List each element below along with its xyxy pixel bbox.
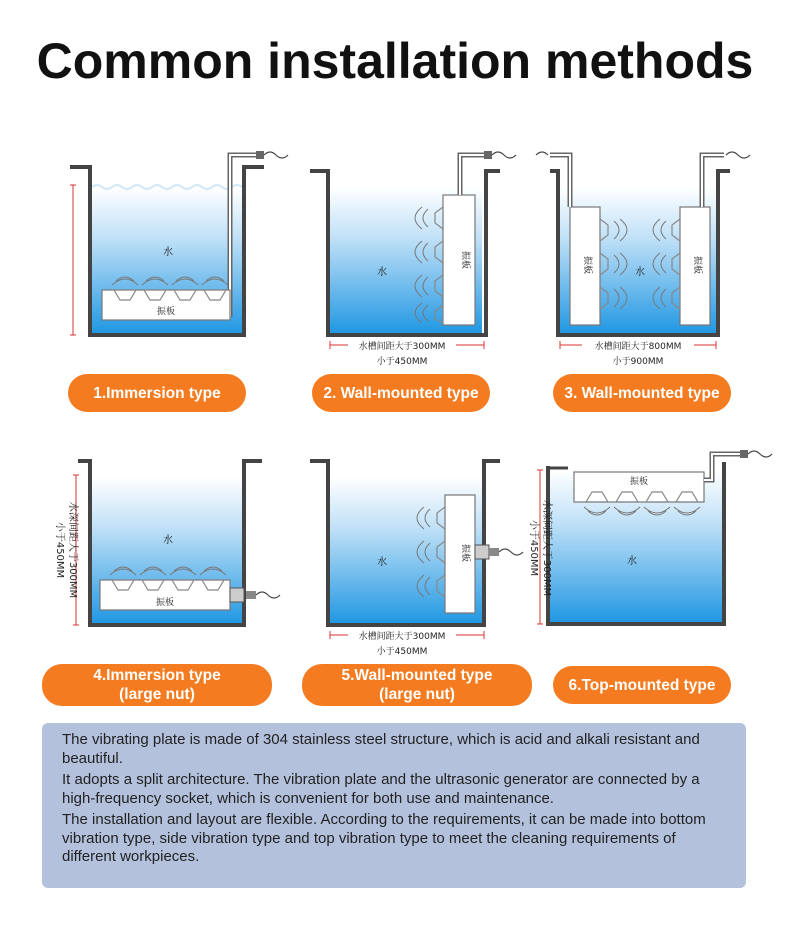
diagram-immersion-large-nut [50,445,300,635]
depth-label: 小于450MM [54,521,65,579]
limit-label: 小于450MM [376,647,428,657]
diagram-wall-mounted-large-nut [300,445,530,660]
plate-label: 振板 [692,255,702,275]
cable-icon [256,592,280,598]
type-badge-wall-mounted-large-nut [302,664,532,706]
connector-icon [484,151,492,159]
plate-label: 振板 [155,598,175,608]
cable-icon [492,152,516,158]
water-label: 水 [377,267,387,278]
type-label: 2. Wall-mounted type [323,384,479,402]
gap-label: 水槽间距大于300MM [358,632,446,642]
gap-label: 水槽间距大于300MM [358,342,446,352]
water-label: 水 [635,267,645,278]
gap-label: 水槽间距大于800MM [594,342,682,352]
water-label: 水 [163,247,173,258]
description-line: The vibrating plate is made of 304 stainless steel structure, which is acid and alkali resistant and beautiful. [62,731,700,767]
connector-icon [256,151,264,159]
type-label: 1.Immersion type [93,384,221,402]
type-label: 5.Wall-mounted type [341,667,493,684]
water-label: 水 [163,535,173,546]
cable-icon [726,152,750,158]
description-panel [42,723,746,888]
type-sublabel: (large nut) [379,686,455,703]
cable-icon [264,152,288,158]
type-badge-immersion [68,374,246,412]
diagram-double-wall-mounted [530,145,780,375]
type-label: 4.Immersion type [93,667,221,684]
depth-label: 小于450MM [528,519,539,577]
type-sublabel: (large nut) [119,686,195,703]
depth-label: 水深间距大于300MM [541,499,552,597]
cable-icon [536,152,548,155]
type-badge-immersion-large-nut [42,664,272,706]
plate-label: 振板 [629,477,649,487]
type-badge-wall-mounted [312,374,490,412]
type-badge-double-wall-mounted [553,374,731,412]
nut-icon [475,545,489,559]
description-line: The installation and layout are flexible. According to the requirements, it can be made into bottom vibration type, side vibration type and top vibration type to meet the cleaning requirements of different workpieces. [62,811,706,865]
diagram-immersion [60,145,300,345]
depth-label: 水深间距大于300MM [67,501,78,599]
description-line: It adopts a split architecture. The vibration plate and the ultrasonic generator are connected by a high-frequency socket, which is convenient for both use and maintenance. [62,771,700,807]
page-title: Common installation methods [36,33,754,89]
plate-label: 振板 [156,307,176,317]
limit-label: 小于900MM [612,357,664,367]
plate-label: 振板 [460,543,470,563]
plate-label: 振板 [460,250,470,270]
connector-icon [740,450,748,458]
diagram-top-mounted [520,440,790,640]
type-label: 6.Top-mounted type [568,676,716,694]
connector-icon [489,548,499,556]
diagram-wall-mounted [300,145,520,375]
type-badge-top-mounted [553,666,731,704]
water-label: 水 [627,556,637,567]
connector-icon [246,591,256,599]
type-label: 3. Wall-mounted type [564,384,720,402]
water-label: 水 [377,557,387,568]
cable-icon [748,451,772,457]
nut-icon [230,588,244,602]
plate-label: 振板 [582,255,592,275]
limit-label: 小于450MM [376,357,428,367]
